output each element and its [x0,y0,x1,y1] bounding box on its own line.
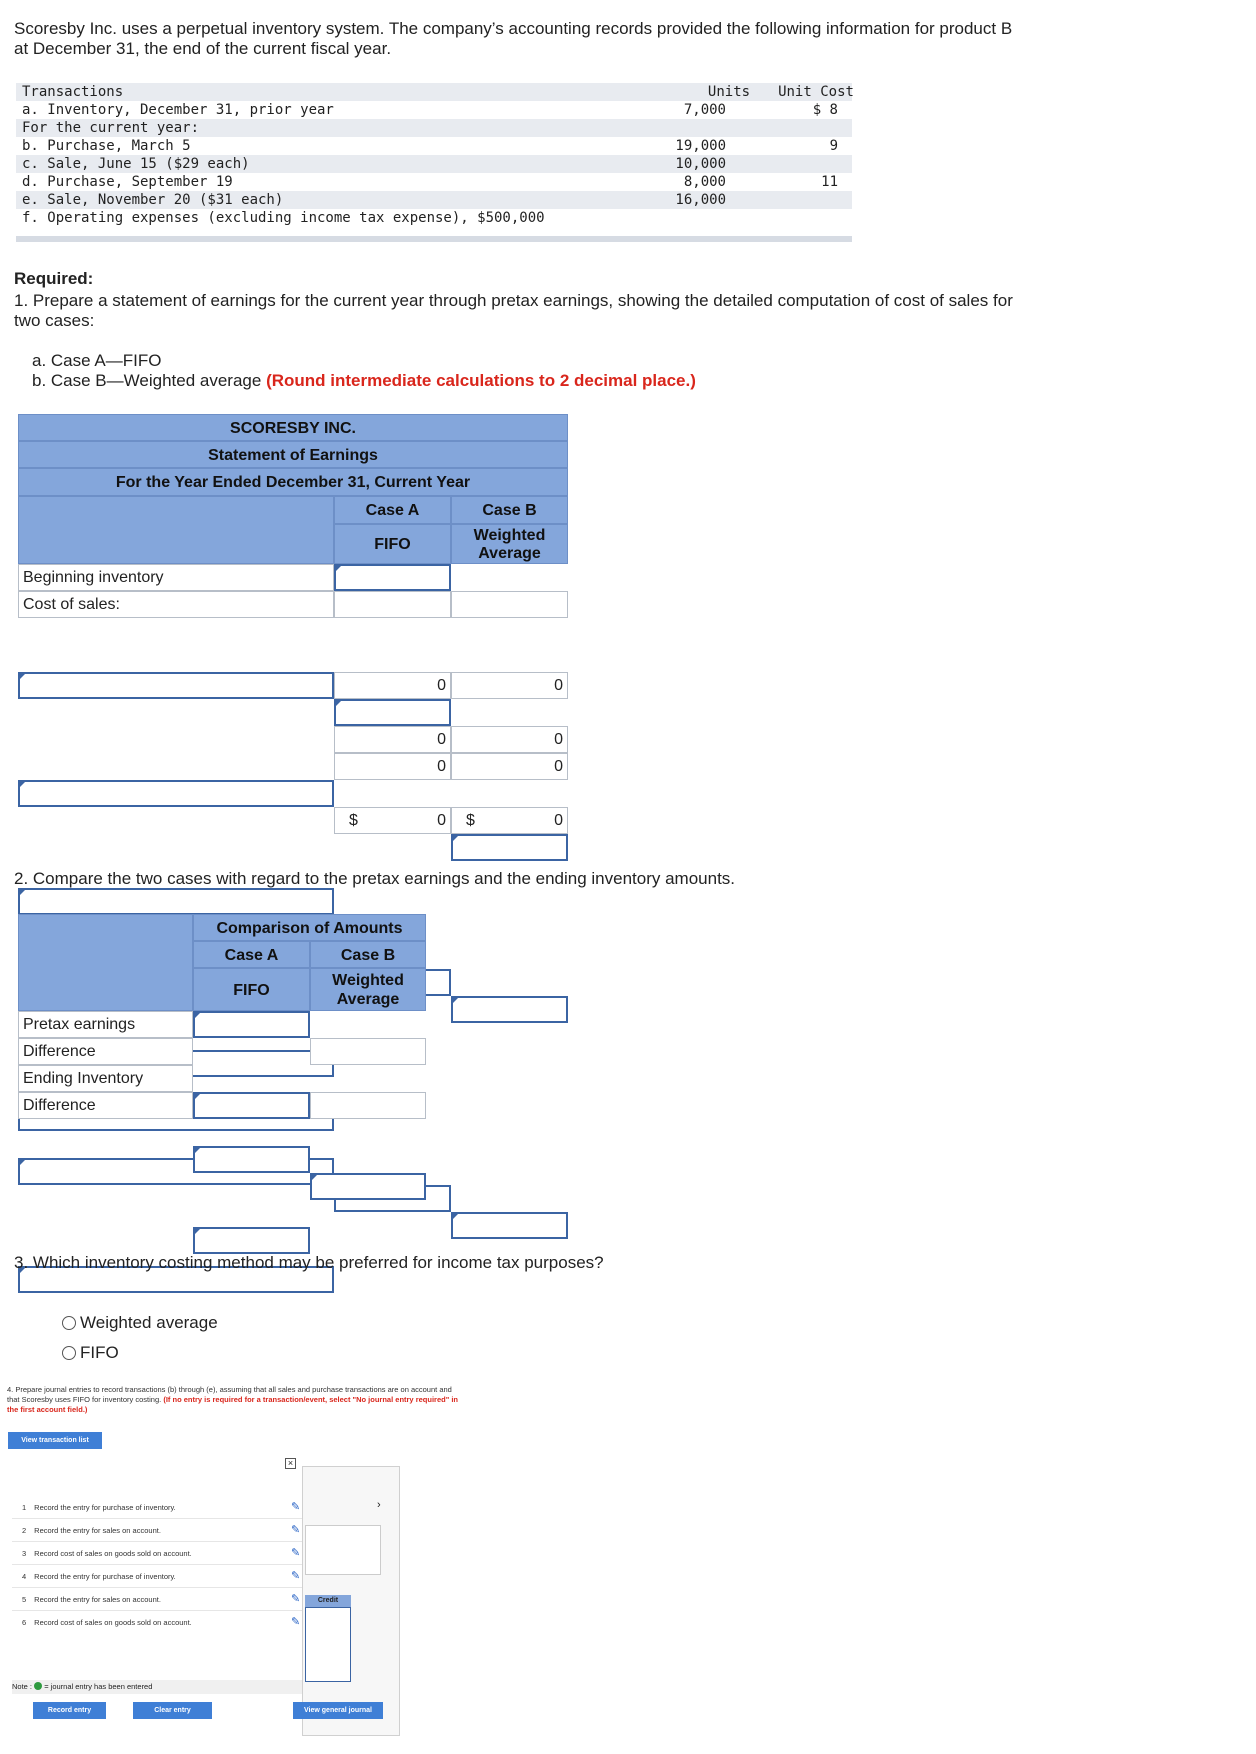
q4-text-line-2: that Scoresby uses FIFO for inventory costing. [7,1395,162,1404]
q4-text-line-1: 4. Prepare journal entries to record transactions (b) through (e), assuming that all sales and purchase transactions are on account and [7,1385,452,1394]
transaction-row [16,137,852,155]
transaction-label: e. Sale, November 20 ($31 each) [22,192,284,208]
transaction-row [16,119,852,137]
fifo-subtotal-row-5: 0 [334,672,451,699]
difference-blank-2 [310,1092,426,1119]
transaction-label: d. Purchase, September 19 [22,174,233,190]
transaction-row [16,101,852,119]
entry-list [12,1496,302,1634]
entry-label: Record the entry for purchase of inventory. [34,1503,176,1512]
case-a-header: Case A [334,496,451,524]
background-journal-panel [302,1466,400,1736]
edit-icon[interactable]: ✎ [291,1593,301,1605]
transaction-units: 16,000 [675,192,726,208]
clear-entry-button[interactable]: Clear entry [133,1702,212,1719]
transaction-units: 19,000 [675,138,726,154]
comparison-weighted-label: Weighted [332,972,404,989]
note-text: = journal entry has been entered [44,1682,153,1691]
case-b-header: Case B [451,496,568,524]
transactions-header: Transactions [22,84,124,100]
pretax-earnings-fifo-input[interactable] [193,1011,310,1038]
transaction-label: For the current year: [22,120,200,136]
statement-title: Statement of Earnings [18,441,568,468]
comparison-average-label: Average [336,991,400,1008]
edit-icon[interactable]: ✎ [291,1570,301,1582]
comparison-case-b: Case B [310,941,426,968]
q1-line-2: two cases: [14,311,95,330]
green-dot-icon [34,1682,42,1690]
difference-blank-1 [310,1038,426,1065]
company-name: SCORESBY INC. [18,414,568,441]
transaction-cost: $ 8 [812,102,838,118]
rounding-note: (Round intermediate calculations to 2 decimal place.) [266,371,696,390]
weighted-subtotal-row-8: 0 [451,753,568,780]
credit-inputs[interactable] [305,1607,351,1682]
account-select-row-3[interactable] [18,672,334,699]
weighted-input-row-9[interactable] [451,1212,568,1239]
weighted-subtotal-row-7: 0 [451,726,568,753]
option-fifo[interactable] [62,1342,119,1363]
intro-line-2: at December 31, the end of the current fiscal year. [14,39,392,58]
background-entry-box [305,1525,381,1575]
q4-note-red: (If no entry is required for a transaction/event, select "No journal entry required" in [163,1395,459,1404]
account-select-row-4[interactable] [18,780,334,807]
entry-label: Record the entry for purchase of inventory. [34,1572,176,1581]
weighted-subtotal-row-5: 0 [451,672,568,699]
weighted-label: Weighted [473,527,546,544]
record-entry-button[interactable]: Record entry [33,1702,106,1719]
view-general-journal-button[interactable]: View general journal [293,1702,383,1719]
edit-icon[interactable]: ✎ [291,1616,301,1628]
transaction-label: a. Inventory, December 31, prior year [22,102,334,118]
edit-icon[interactable]: ✎ [291,1524,301,1536]
comparison-weighted-average [310,968,426,1011]
note-row [12,1680,302,1694]
comparison-fifo: FIFO [193,968,310,1011]
case-b-label [32,370,696,391]
ending-inventory-weighted-input[interactable] [310,1173,426,1200]
view-transaction-list-button[interactable]: View transaction list [8,1432,102,1449]
transactions-divider [16,236,852,242]
transaction-row [16,209,852,227]
transactions-header-row [16,83,852,101]
close-icon[interactable]: × [285,1458,296,1469]
option-weighted-average[interactable] [62,1312,218,1333]
statement-of-earnings [18,414,568,834]
transaction-units: 10,000 [675,156,726,172]
fifo-header: FIFO [334,524,451,564]
weighted-dollar-sign: $ [466,812,475,829]
case-a-label: a. Case A—FIFO [32,351,162,370]
transaction-label: c. Sale, June 15 ($29 each) [22,156,250,172]
option-weighted-average-label: Weighted average [80,1313,218,1332]
account-select-row-5[interactable] [18,888,334,915]
comparison-label-header [18,914,193,1011]
fifo-subtotal-row-7: 0 [334,726,451,753]
q2-text: 2. Compare the two cases with regard to the pretax earnings and the ending inventory amounts. [14,869,736,888]
difference-input-1[interactable] [193,1092,310,1119]
entry-label: Record cost of sales on goods sold on account. [34,1618,192,1627]
cost-of-sales-weighted-blank [451,591,568,618]
edit-icon[interactable]: ✎ [291,1501,301,1513]
difference-input-2[interactable] [193,1227,310,1254]
fifo-subtotal-row-8: 0 [334,753,451,780]
list-item[interactable]: 3 Record cost of sales on goods sold on account. ✎ [12,1542,302,1565]
weighted-average-header [451,524,568,564]
chevron-right-icon[interactable]: › [377,1499,381,1511]
transaction-row [16,191,852,209]
q4-note-red-2: the first account field.) [7,1405,88,1414]
statement-period: For the Year Ended December 31, Current Year [18,468,568,496]
beginning-inventory-label: Beginning inventory [18,564,334,591]
weighted-total [451,807,568,834]
comparison-case-a: Case A [193,941,310,968]
fifo-total-value: 0 [437,812,446,829]
transaction-units: 7,000 [683,102,726,118]
transactions-table [16,83,852,227]
average-label: Average [478,545,541,562]
fifo-input-row-3[interactable] [334,699,451,726]
fifo-total [334,807,451,834]
unit-cost-header: Unit Cost [778,84,854,100]
edit-icon[interactable]: ✎ [291,1547,301,1559]
required-title: Required: [14,269,94,288]
comparison-table [18,914,426,1122]
radio-fifo[interactable] [62,1346,76,1360]
q1-line-1: 1. Prepare a statement of earnings for the current year through pretax earnings, showing the detailed computation of cost of sales for [14,291,1013,310]
weighted-input-row-6[interactable] [451,996,568,1023]
list-item[interactable]: 6 Record cost of sales on goods sold on account. ✎ [12,1611,302,1634]
units-header: Units [707,84,751,100]
transaction-label: f. Operating expenses (excluding income tax expense), $500,000 [22,210,545,226]
difference-label-2: Difference [18,1092,193,1119]
transaction-row [16,155,852,173]
transaction-cost: 9 [829,138,838,154]
transaction-row [16,173,852,191]
cost-of-sales-label: Cost of sales: [18,591,334,618]
weighted-total-value: 0 [554,812,563,829]
q4-text [7,1385,567,1415]
fifo-dollar-sign: $ [349,812,358,829]
list-item[interactable]: 5 Record the entry for sales on account. ✎ [12,1588,302,1611]
entry-label: Record the entry for sales on account. [34,1595,161,1604]
transaction-label: b. Purchase, March 5 [22,138,191,154]
option-fifo-label: FIFO [80,1343,119,1362]
radio-weighted-average[interactable] [62,1316,76,1330]
pretax-earnings-label: Pretax earnings [18,1011,193,1038]
ending-inventory-fifo-input[interactable] [193,1146,310,1173]
entry-label: Record the entry for sales on account. [34,1526,161,1535]
beginning-inventory-fifo-input[interactable] [334,564,451,591]
transaction-units: 8,000 [683,174,726,190]
entry-label: Record cost of sales on goods sold on account. [34,1549,192,1558]
note-label: Note : [12,1682,33,1691]
cost-of-sales-fifo-blank [334,591,451,618]
list-item[interactable]: 2 Record the entry for sales on account. ✎ [12,1519,302,1542]
weighted-input-row-4[interactable] [451,834,568,861]
ending-inventory-label: Ending Inventory [18,1065,193,1092]
list-item[interactable]: 4 Record the entry for purchase of inventory. ✎ [12,1565,302,1588]
q3-text: 3. Which inventory costing method may be preferred for income tax purposes? [14,1253,604,1272]
list-item[interactable]: 1 Record the entry for purchase of inventory. ✎ [12,1496,302,1519]
difference-label-1: Difference [18,1038,193,1065]
comparison-title: Comparison of Amounts [193,914,426,941]
credit-header: Credit [305,1595,351,1607]
case-b-text: b. Case B—Weighted average [32,371,262,390]
intro-line-1: Scoresby Inc. uses a perpetual inventory system. The company’s accounting records provided the following information for product B [14,19,1013,38]
transaction-cost: 11 [821,174,838,190]
label-header-blank [18,496,334,564]
